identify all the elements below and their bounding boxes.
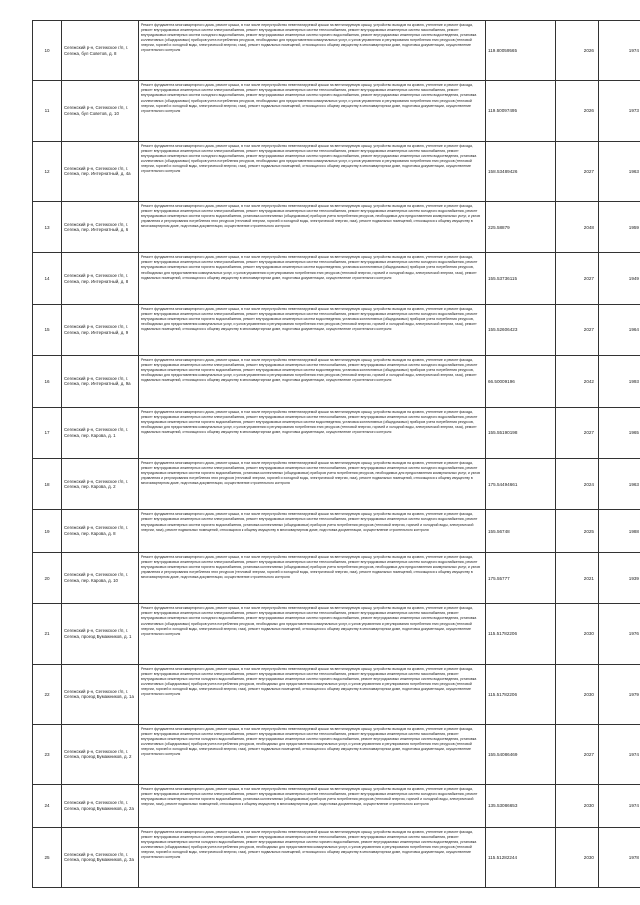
cost-cell: 155.53736115: [486, 253, 556, 304]
cost-cell: 119.50097495: [486, 81, 556, 141]
address-cell: Сегежский р-н, Сегежское г/п, г. Сегежа, пер. Интернатный, д. 8: [62, 253, 139, 304]
built-year-cell: 1949: [599, 253, 640, 304]
cost-cell: 135.53086653: [486, 785, 556, 828]
table-body: [33, 21, 640, 888]
row-number: 14: [33, 253, 62, 304]
repair-year-cell: 2025: [556, 510, 599, 553]
works-cell: Ремонт фундамента многоквартирного дома, ремонт крыши, в том числе переустройство невентилируемой крыши на вентилируемую крышу, устройство выходов на кровлю, утепление и ремонт фасада, ремонт внутридомовых инженерных систем электроснабжения, ремонт внутридомовых инженерных систем теплоснабжения, ремонт внутридомовых инженерных систем холодного водоснабжения, ремонт внутридомовых инженерных систем горячего водоснабжения, установка коллективных (общедомовых) приборов учета потребления ресурсов, необходимых для предоставления коммунальных услуг, и узлов управления и регулирования потребления этих ресурсов (тепловой энергии, горячей и холодной воды, электрической энергии, газа), ремонт подвальных помещений, относящихся к общему имуществу в многоквартирном доме, подготовка документации, осуществление строительного контроля: [139, 458, 486, 509]
row-number: 21: [33, 604, 62, 664]
address-cell: Сегежский р-н, Сегежское г/п, г. Сегежа, бул Советов, д. 8: [62, 21, 139, 81]
repair-year-cell: 2030: [556, 664, 599, 724]
works-cell: Ремонт фундамента многоквартирного дома, ремонт крыши, в том числе переустройство невентилируемой крыши на вентилируемую крышу, устройство выходов на кровлю, утепление и ремонт фасада, ремонт внутридомовых инженерных систем электроснабжения, ремонт внутридомовых инженерных систем теплоснабжения, ремонт внутридомовых инженерных систем газоснабжения, ремонт внутридомовых инженерных систем холодного водоснабжения, ремонт внутридомовых инженерных систем горячего водоснабжения, ремонт внутридомовых инженерных систем водоотведения, установка коллективных (общедомовых) приборов учета потребления ресурсов, необходимых для предоставления коммунальных услуг, и узлов управления и регулирования потребления этих ресурсов (тепловой энергии, горячей и холодной воды, электрической энергии, газа), ремонт подвальных помещений, относящихся к общему имуществу в многоквартирном доме, подготовка документации, осуществление строительного контроля: [139, 604, 486, 664]
row-number: 24: [33, 785, 62, 828]
works-cell: Ремонт фундамента многоквартирного дома, ремонт крыши, в том числе переустройство невентилируемой крыши на вентилируемую крышу, устройство выходов на кровлю, утепление и ремонт фасада, ремонт внутридомовых инженерных систем электроснабжения, ремонт внутридомовых инженерных систем теплоснабжения, ремонт внутридомовых инженерных систем холодного водоснабжения, ремонт внутридомовых инженерных систем горячего водоснабжения, ремонт внутридомовых инженерных систем водоотведения, установка коллективных (общедомовых) приборов учета потребления ресурсов, необходимых для предоставления коммунальных услуг, и узлов управления и регулирования потребления этих ресурсов (тепловой энергии, горячей и холодной воды, электрической энергии, газа), ремонт подвальных помещений, относящихся к общему имуществу в многоквартирном доме, подготовка документации, осуществление строительного контроля: [139, 407, 486, 458]
built-year-cell: 1993: [599, 356, 640, 407]
works-cell: Ремонт фундамента многоквартирного дома, ремонт крыши, в том числе переустройство невентилируемой крыши на вентилируемую крышу, устройство выходов на кровлю, утепление и ремонт фасада, ремонт внутридомовых инженерных систем электроснабжения, ремонт внутридомовых инженерных систем теплоснабжения, ремонт внутридомовых инженерных систем газоснабжения, ремонт внутридомовых инженерных систем холодного водоснабжения, ремонт внутридомовых инженерных систем горячего водоснабжения, ремонт внутридомовых инженерных систем водоотведения, установка коллективных (общедомовых) приборов учета потребления ресурсов, необходимых для предоставления коммунальных услуг, и узлов управления и регулирования потребления этих ресурсов (тепловой энергии, горячей и холодной воды, электрической энергии, газа), ремонт подвальных помещений, относящихся к общему имуществу в многоквартирном доме, подготовка документации, осуществление строительного контроля: [139, 664, 486, 724]
repair-year-cell: 2026: [556, 21, 599, 81]
address-cell: Сегежский р-н, Сегежское г/п, г. Сегежа, проезд Бумажников, д. 1: [62, 604, 139, 664]
table-row: [33, 458, 640, 509]
address-cell: Сегежский р-н, Сегежское г/п, г. Сегежа, пер. Карова, д. 2: [62, 458, 139, 509]
built-year-cell: 1978: [599, 827, 640, 887]
built-year-cell: 1965: [599, 407, 640, 458]
row-number: 12: [33, 141, 62, 201]
address-cell: Сегежский р-н, Сегежское г/п, г. Сегежа, пер. Интернатный, д. 6: [62, 201, 139, 252]
row-number: 15: [33, 304, 62, 355]
table-row: [33, 827, 640, 887]
row-number: 20: [33, 552, 62, 603]
repair-year-cell: 2027: [556, 141, 599, 201]
table-row: [33, 785, 640, 828]
row-number: 18: [33, 458, 62, 509]
table-row: [33, 356, 640, 407]
cost-cell: 155.55190198: [486, 407, 556, 458]
table-row: [33, 407, 640, 458]
repair-year-cell: 2026: [556, 81, 599, 141]
built-year-cell: 1963: [599, 141, 640, 201]
cost-cell: 115.51782206: [486, 604, 556, 664]
repair-year-cell: 2030: [556, 785, 599, 828]
repair-year-cell: 2024: [556, 458, 599, 509]
works-cell: Ремонт фундамента многоквартирного дома, ремонт крыши, в том числе переустройство невентилируемой крыши на вентилируемую крышу, устройство выходов на кровлю, утепление и ремонт фасада, ремонт внутридомовых инженерных систем электроснабжения, ремонт внутридомовых инженерных систем теплоснабжения, ремонт внутридомовых инженерных систем холодного водоснабжения, ремонт внутридомовых инженерных систем горячего водоснабжения, ремонт внутридомовых инженерных систем водоотведения, установка коллективных (общедомовых) приборов учета потребления ресурсов, необходимых для предоставления коммунальных услуг, и узлов управления и регулирования потребления этих ресурсов (тепловой энергии, горячей и холодной воды, электрической энергии, газа), ремонт подвальных помещений, относящихся к общему имуществу в многоквартирном доме, подготовка документации, осуществление строительного контроля: [139, 356, 486, 407]
repair-year-cell: 2027: [556, 253, 599, 304]
works-cell: Ремонт фундамента многоквартирного дома, ремонт крыши, в том числе переустройство невентилируемой крыши на вентилируемую крышу, устройство выходов на кровлю, утепление и ремонт фасада, ремонт внутридомовых инженерных систем электроснабжения, ремонт внутридомовых инженерных систем теплоснабжения, ремонт внутридомовых инженерных систем холодного водоснабжения, ремонт внутридомовых инженерных систем горячего водоснабжения, установка коллективных (общедомовых) приборов учета потребления ресурсов, необходимых для предоставления коммунальных услуг, и узлов управления и регулирования потребления этих ресурсов (тепловой энергии, горячей и холодной воды, электрической энергии, газа), ремонт подвальных помещений, относящихся к общему имуществу в многоквартирном доме, подготовка документации, осуществление строительного контроля: [139, 201, 486, 252]
table-row: [33, 664, 640, 724]
built-year-cell: 1939: [599, 552, 640, 603]
built-year-cell: 1959: [599, 201, 640, 252]
built-year-cell: 1974: [599, 785, 640, 828]
table-row: [33, 21, 640, 81]
built-year-cell: 1973: [599, 81, 640, 141]
built-year-cell: 1979: [599, 664, 640, 724]
table-row: [33, 304, 640, 355]
table-row: [33, 604, 640, 664]
works-cell: Ремонт фундамента многоквартирного дома, ремонт крыши, в том числе переустройство невентилируемой крыши на вентилируемую крышу, устройство выходов на кровлю, утепление и ремонт фасада, ремонт внутридомовых инженерных систем электроснабжения, ремонт внутридомовых инженерных систем теплоснабжения, ремонт внутридомовых инженерных систем газоснабжения, ремонт внутридомовых инженерных систем холодного водоснабжения, ремонт внутридомовых инженерных систем горячего водоснабжения, ремонт внутридомовых инженерных систем водоотведения, установка коллективных (общедомовых) приборов учета потребления ресурсов, необходимых для предоставления коммунальных услуг, и узлов управления и регулирования потребления этих ресурсов (тепловой энергии, горячей и холодной воды, электрической энергии, газа), ремонт подвальных помещений, относящихся к общему имуществу в многоквартирном доме, подготовка документации, осуществление строительного контроля: [139, 141, 486, 201]
works-cell: Ремонт фундамента многоквартирного дома, ремонт крыши, в том числе переустройство невентилируемой крыши на вентилируемую крышу, устройство выходов на кровлю, утепление и ремонт фасада, ремонт внутридомовых инженерных систем электроснабжения, ремонт внутридомовых инженерных систем теплоснабжения, ремонт внутридомовых инженерных систем холодного водоснабжения, ремонт внутридомовых инженерных систем горячего водоснабжения, ремонт внутридомовых инженерных систем водоотведения, установка коллективных (общедомовых) приборов учета потребления ресурсов, необходимых для предоставления коммунальных услуг, и узлов управления и регулирования потребления этих ресурсов (тепловой энергии, горячей и холодной воды, электрической энергии, газа), ремонт подвальных помещений, относящихся к общему имуществу в многоквартирном доме, подготовка документации, осуществление строительного контроля: [139, 253, 486, 304]
cost-cell: 119.80059565: [486, 21, 556, 81]
cost-cell: 115.51782206: [486, 664, 556, 724]
cost-cell: 158.53489426: [486, 141, 556, 201]
address-cell: Сегежский р-н, Сегежское г/п, г. Сегежа, пер. Карова, д. 10: [62, 552, 139, 603]
cost-cell: 66.50009196: [486, 356, 556, 407]
row-number: 23: [33, 724, 62, 784]
works-cell: Ремонт фундамента многоквартирного дома, ремонт крыши, в том числе переустройство невентилируемой крыши на вентилируемую крышу, устройство выходов на кровлю, утепление и ремонт фасада, ремонт внутридомовых инженерных систем электроснабжения, ремонт внутридомовых инженерных систем теплоснабжения, ремонт внутридомовых инженерных систем газоснабжения, ремонт внутридомовых инженерных систем холодного водоснабжения, ремонт внутридомовых инженерных систем горячего водоснабжения, ремонт внутридомовых инженерных систем водоотведения, установка коллективных (общедомовых) приборов учета потребления ресурсов, необходимых для предоставления коммунальных услуг, и узлов управления и регулирования потребления этих ресурсов (тепловой энергии, горячей и холодной воды, электрической энергии, газа), ремонт подвальных помещений, относящихся к общему имуществу в многоквартирном доме, подготовка документации, осуществление строительного контроля: [139, 827, 486, 887]
table-row: [33, 253, 640, 304]
row-number: 10: [33, 21, 62, 81]
repair-year-cell: 2027: [556, 724, 599, 784]
row-number: 13: [33, 201, 62, 252]
address-cell: Сегежский р-н, Сегежское г/п, г. Сегежа, пер. Интернатный, д. 9: [62, 304, 139, 355]
row-number: 17: [33, 407, 62, 458]
table-row: [33, 201, 640, 252]
built-year-cell: 1976: [599, 604, 640, 664]
cost-cell: 175.55777: [486, 552, 556, 603]
built-year-cell: 1964: [599, 304, 640, 355]
repair-year-cell: 2048: [556, 201, 599, 252]
cost-cell: 155.54086469: [486, 724, 556, 784]
capital-repair-table: [32, 20, 640, 888]
built-year-cell: 1988: [599, 510, 640, 553]
works-cell: Ремонт фундамента многоквартирного дома, ремонт крыши, в том числе переустройство невентилируемой крыши на вентилируемую крышу, устройство выходов на кровлю, утепление и ремонт фасада, ремонт внутридомовых инженерных систем электроснабжения, ремонт внутридомовых инженерных систем теплоснабжения, ремонт внутридомовых инженерных систем газоснабжения, ремонт внутридомовых инженерных систем холодного водоснабжения, ремонт внутридомовых инженерных систем горячего водоснабжения, ремонт внутридомовых инженерных систем водоотведения, установка коллективных (общедомовых) приборов учета потребления ресурсов, необходимых для предоставления коммунальных услуг, и узлов управления и регулирования потребления этих ресурсов (тепловой энергии, горячей и холодной воды, электрической энергии, газа), ремонт подвальных помещений, относящихся к общему имуществу в многоквартирном доме, подготовка документации, осуществление строительного контроля: [139, 21, 486, 81]
address-cell: Сегежский р-н, Сегежское г/п, г. Сегежа, пер. Интернатный, д. 4а: [62, 141, 139, 201]
row-number: 16: [33, 356, 62, 407]
address-cell: Сегежский р-н, Сегежское г/п, г. Сегежа, проезд Бумажников, д. 2а: [62, 785, 139, 828]
repair-year-cell: 2030: [556, 604, 599, 664]
cost-cell: 155.52606423: [486, 304, 556, 355]
built-year-cell: 1974: [599, 724, 640, 784]
built-year-cell: 1963: [599, 458, 640, 509]
works-cell: Ремонт фундамента многоквартирного дома, ремонт крыши, в том числе переустройство невентилируемой крыши на вентилируемую крышу, устройство выходов на кровлю, утепление и ремонт фасада, ремонт внутридомовых инженерных систем электроснабжения, ремонт внутридомовых инженерных систем теплоснабжения, ремонт внутридомовых инженерных систем газоснабжения, ремонт внутридомовых инженерных систем холодного водоснабжения, ремонт внутридомовых инженерных систем горячего водоснабжения, ремонт внутридомовых инженерных систем водоотведения, установка коллективных (общедомовых) приборов учета потребления ресурсов, необходимых для предоставления коммунальных услуг, и узлов управления и регулирования потребления этих ресурсов (тепловой энергии, горячей и холодной воды, электрической энергии, газа), ремонт подвальных помещений, относящихся к общему имуществу в многоквартирном доме, подготовка документации, осуществление строительного контроля: [139, 81, 486, 141]
address-cell: Сегежский р-н, Сегежское г/п, г. Сегежа, проезд Бумажников, д. 2: [62, 724, 139, 784]
repair-year-cell: 2027: [556, 407, 599, 458]
address-cell: Сегежский р-н, Сегежское г/п, г. Сегежа, бул Советов, д. 10: [62, 81, 139, 141]
works-cell: Ремонт фундамента многоквартирного дома, ремонт крыши, в том числе переустройство невентилируемой крыши на вентилируемую крышу, устройство выходов на кровлю, утепление и ремонт фасада, ремонт внутридомовых инженерных систем электроснабжения, ремонт внутридомовых инженерных систем теплоснабжения, ремонт внутридомовых инженерных систем холодного водоснабжения, ремонт внутридомовых инженерных систем горячего водоснабжения, установка коллективных (общедомовых) приборов учета потребления ресурсов (тепловой энергии, горячей и холодной воды, электрической энергии, газа), ремонт подвальных помещений, относящихся к общему имуществу в многоквартирном доме, подготовка документации, осуществление строительного контроля: [139, 510, 486, 553]
address-cell: Сегежский р-н, Сегежское г/п, г. Сегежа, пер. Интернатный, д. 9а: [62, 356, 139, 407]
table-row: [33, 510, 640, 553]
table-row: [33, 552, 640, 603]
works-cell: Ремонт фундамента многоквартирного дома, ремонт крыши, в том числе переустройство невентилируемой крыши на вентилируемую крышу, устройство выходов на кровлю, утепление и ремонт фасада, ремонт внутридомовых инженерных систем электроснабжения, ремонт внутридомовых инженерных систем теплоснабжения, ремонт внутридомовых инженерных систем холодного водоснабжения, ремонт внутридомовых инженерных систем горячего водоснабжения, установка коллективных (общедомовых) приборов учета потребления ресурсов (тепловой энергии, горячей и холодной воды, электрической энергии, газа), ремонт подвальных помещений, относящихся к общему имуществу в многоквартирном доме, подготовка документации, осуществление строительного контроля: [139, 785, 486, 828]
address-cell: Сегежский р-н, Сегежское г/п, г. Сегежа, пер. Карова, д. 8: [62, 510, 139, 553]
repair-year-cell: 2042: [556, 356, 599, 407]
row-number: 25: [33, 827, 62, 887]
table-row: [33, 724, 640, 784]
address-cell: Сегежский р-н, Сегежское г/п, г. Сегежа, проезд Бумажников, д. 1а: [62, 664, 139, 724]
cost-cell: 115.51282244: [486, 827, 556, 887]
table-row: [33, 141, 640, 201]
repair-year-cell: 2030: [556, 827, 599, 887]
cost-cell: 155.56748: [486, 510, 556, 553]
works-cell: Ремонт фундамента многоквартирного дома, ремонт крыши, в том числе переустройство невентилируемой крыши на вентилируемую крышу, устройство выходов на кровлю, утепление и ремонт фасада, ремонт внутридомовых инженерных систем электроснабжения, ремонт внутридомовых инженерных систем теплоснабжения, ремонт внутридомовых инженерных систем холодного водоснабжения, ремонт внутридомовых инженерных систем горячего водоснабжения, ремонт внутридомовых инженерных систем водоотведения, установка коллективных (общедомовых) приборов учета потребления ресурсов, необходимых для предоставления коммунальных услуг, и узлов управления и регулирования потребления этих ресурсов (тепловой энергии, горячей и холодной воды, электрической энергии, газа), ремонт подвальных помещений, относящихся к общему имуществу в многоквартирном доме, подготовка документации, осуществление строительного контроля: [139, 304, 486, 355]
built-year-cell: 1974: [599, 21, 640, 81]
repair-year-cell: 2021: [556, 552, 599, 603]
row-number: 19: [33, 510, 62, 553]
cost-cell: 175.54494661: [486, 458, 556, 509]
cost-cell: 225.58879: [486, 201, 556, 252]
repair-year-cell: 2027: [556, 304, 599, 355]
works-cell: Ремонт фундамента многоквартирного дома, ремонт крыши, в том числе переустройство невентилируемой крыши на вентилируемую крышу, устройство выходов на кровлю, утепление и ремонт фасада, ремонт внутридомовых инженерных систем электроснабжения, ремонт внутридомовых инженерных систем теплоснабжения, ремонт внутридомовых инженерных систем холодного водоснабжения, ремонт внутридомовых инженерных систем горячего водоснабжения, установка коллективных (общедомовых) приборов учета потребления ресурсов, необходимых для предоставления коммунальных услуг, и узлов управления и регулирования потребления этих ресурсов (тепловой энергии, горячей и холодной воды, электрической энергии, газа), ремонт подвальных помещений, относящихся к общему имуществу в многоквартирном доме, подготовка документации, осуществление строительного контроля: [139, 552, 486, 603]
address-cell: Сегежский р-н, Сегежское г/п, г. Сегежа, проезд Бумажников, д. 3а: [62, 827, 139, 887]
row-number: 11: [33, 81, 62, 141]
row-number: 22: [33, 664, 62, 724]
works-cell: Ремонт фундамента многоквартирного дома, ремонт крыши, в том числе переустройство невентилируемой крыши на вентилируемую крышу, устройство выходов на кровлю, утепление и ремонт фасада, ремонт внутридомовых инженерных систем электроснабжения, ремонт внутридомовых инженерных систем теплоснабжения, ремонт внутридомовых инженерных систем газоснабжения, ремонт внутридомовых инженерных систем холодного водоснабжения, ремонт внутридомовых инженерных систем горячего водоснабжения, ремонт внутридомовых инженерных систем водоотведения, установка коллективных (общедомовых) приборов учета потребления ресурсов, необходимых для предоставления коммунальных услуг, и узлов управления и регулирования потребления этих ресурсов (тепловой энергии, горячей и холодной воды, электрической энергии, газа), ремонт подвальных помещений, относящихся к общему имуществу в многоквартирном доме, подготовка документации, осуществление строительного контроля: [139, 724, 486, 784]
address-cell: Сегежский р-н, Сегежское г/п, г. Сегежа, пер. Карова, д. 1: [62, 407, 139, 458]
table-row: [33, 81, 640, 141]
